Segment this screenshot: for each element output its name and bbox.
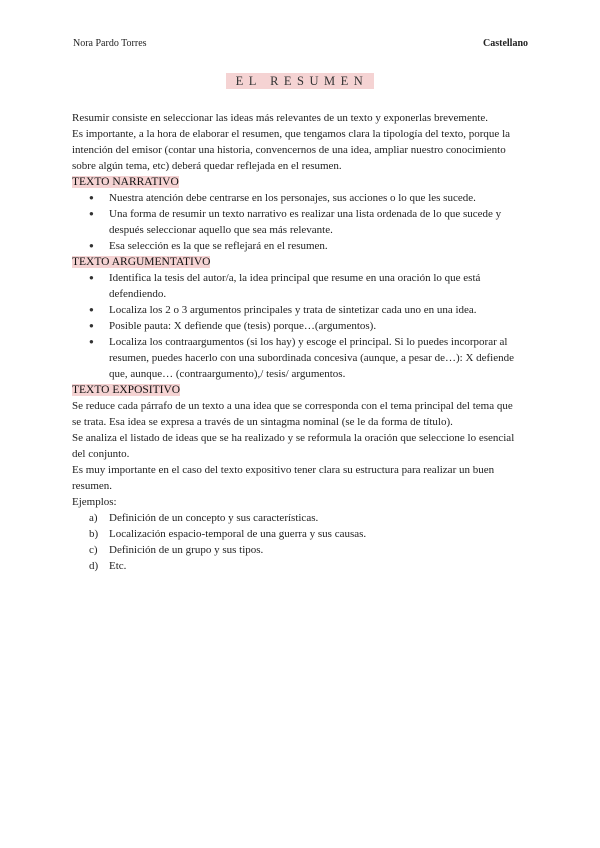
list-item: ● Nuestra atención debe centrarse en los personajes, sus acciones o lo que les sucede. [72,190,522,206]
list-item: ● Esa selección es la que se reflejará en el resumen. [72,238,522,254]
section-heading-argumentativo-text: TEXTO ARGUMENTATIVO [72,256,211,268]
list-item-letter: c) [89,544,98,556]
list-item: ● Posible pauta: X defiende que (tesis) porque…(argumentos). [72,318,522,334]
list-item-letter: d) [89,560,99,572]
expositivo-paragraph-3: Es muy importante en el caso del texto expositivo tener clara su estructura para realizar un buen resumen. [72,464,495,492]
list-item [72,542,522,558]
expositivo-paragraph-2: Se analiza el listado de ideas que se ha realizado y se reformula la oración que seleccione lo esencial del conjunto. [72,432,515,460]
list-item [72,526,522,542]
list-item: ● Localiza los 2 o 3 argumentos principales y trata de sintetizar cada uno en una idea. [72,302,522,318]
section-heading-argumentativo [72,254,522,270]
list-item-text: Etc. [109,560,127,572]
list-item [72,510,522,526]
intro-paragraph-1: Resumir consiste en seleccionar las ideas más relevantes de un texto y exponerlas brevemente. [72,112,489,124]
section-heading-expositivo [72,382,522,398]
narrativo-bullet-list [72,190,522,254]
section-heading-narrativo-text: TEXTO NARRATIVO [72,176,179,188]
list-item-letter: b) [89,528,99,540]
list-item: ● Identifica la tesis del autor/a, la idea principal que resume en una oración lo que está defendiendo. [72,270,522,302]
section-heading-narrativo [72,174,522,190]
header-author: Nora Pardo Torres [73,38,147,49]
examples-list [72,510,522,574]
list-item-text: Definición de un grupo y sus tipos. [109,544,264,556]
examples-label: Ejemplos: [72,496,117,508]
list-item: ● Una forma de resumir un texto narrativo es realizar una lista ordenada de lo que sucede y después seleccionar aquello que sea más relevante. [72,206,522,238]
list-item-letter: a) [89,512,98,524]
intro-paragraph-2: Es importante, a la hora de elaborar el resumen, que tengamos clara la tipología del texto, porque la intención del emisor (contar una historia, convencernos de una idea, ampliar nuestro conocimiento sobre algún tema, etc) deberá quedar reflejada en el resumen. [72,128,511,172]
argumentativo-bullet-list [72,270,522,382]
expositivo-paragraph-1: Se reduce cada párrafo de un texto a una idea que se corresponda con el tema principal del tema que se trata. Esa idea se expresa a través de un sintagma nominal (se le da forma de título). [72,400,513,428]
list-item-text: Definición de un concepto y sus características. [109,512,319,524]
list-item: ● Localiza los contraargumentos (si los hay) y escoge el principal. Si lo puedes incorporar al resumen, puedes hacerlo con una subordinada concesiva (aunque, a pesar de…): X defiende que, aunque… (contraargumento),/ tesis/ argumentos. [72,334,522,382]
document-title-wrapper [0,72,600,90]
list-item-text: Localización espacio-temporal de una guerra y sus causas. [109,528,367,540]
list-item [72,558,522,574]
section-heading-expositivo-text: TEXTO EXPOSITIVO [72,384,181,396]
document-title: EL RESUMEN [226,73,375,89]
header-subject: Castellano [483,38,528,49]
document-body [72,110,522,574]
